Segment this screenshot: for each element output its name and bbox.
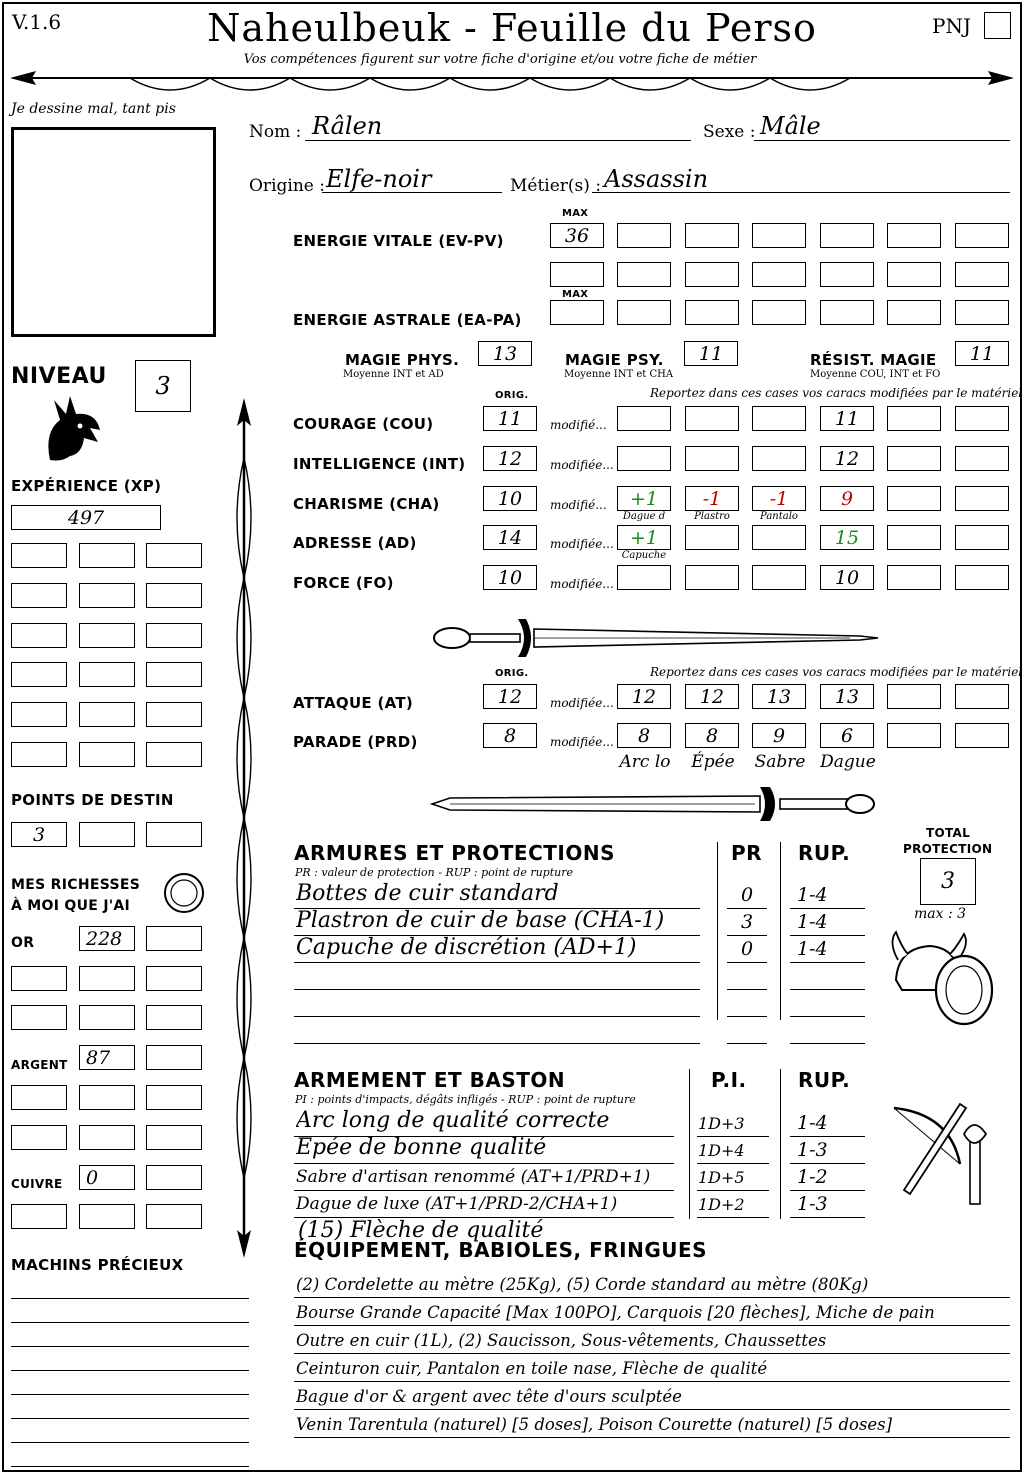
stat-orig-value[interactable]: 10 — [483, 565, 537, 590]
weapons-note: PI : points d'impacts, dégâts infligés - RUP : point de rupture — [295, 1093, 636, 1106]
armor-pr-line — [727, 935, 767, 936]
weapon-rup-line — [790, 1190, 865, 1191]
stat-mod-box[interactable] — [685, 565, 739, 590]
argent-value[interactable]: 87 — [79, 1045, 135, 1070]
armor-pr[interactable]: 0 — [740, 938, 754, 960]
wealth-box[interactable] — [11, 1005, 67, 1030]
weapon-pi-line — [697, 1136, 769, 1137]
stat-orig-value[interactable]: 12 — [483, 446, 537, 471]
stat-mod-box[interactable]: +1 — [617, 525, 671, 550]
destin-box-3[interactable] — [146, 822, 202, 847]
energy-box[interactable] — [752, 300, 806, 325]
sexe-value[interactable]: Mâle — [760, 112, 821, 140]
ea-label: ENERGIE ASTRALE (EA-PA) — [293, 311, 522, 329]
armor-row-line — [294, 1016, 700, 1017]
origine-value[interactable]: Elfe-noir — [326, 165, 432, 193]
wealth-box[interactable] — [11, 1204, 67, 1229]
stat-orig-value[interactable]: 10 — [483, 486, 537, 511]
xp-box[interactable] — [146, 623, 202, 648]
wealth-box[interactable] — [146, 1085, 202, 1110]
stat-mod-box[interactable] — [685, 525, 739, 550]
stat-label: CHARISME (CHA) — [293, 495, 440, 513]
stat-label: ADRESSE (AD) — [293, 534, 417, 552]
armor-pr-line — [727, 908, 767, 909]
pnj-label: PNJ — [932, 14, 971, 38]
weapon-name[interactable]: Dague de luxe (AT+1/PRD-2/CHA+1) — [296, 1194, 618, 1214]
ea-max-label: MAX — [562, 289, 589, 300]
armor-name[interactable]: Bottes de cuir standard — [296, 881, 559, 906]
origine-label: Origine : — [249, 176, 325, 196]
armor-row-line — [294, 989, 700, 990]
combat-mod-box[interactable] — [955, 723, 1009, 748]
energy-box[interactable] — [887, 223, 941, 248]
stat-mod-label: modifiée... — [550, 577, 614, 591]
stat-label: FORCE (FO) — [293, 574, 394, 592]
sword-2-icon — [430, 783, 880, 825]
precious-line[interactable] — [11, 1466, 249, 1467]
weapon-row-line — [294, 1163, 674, 1164]
stat-orig-value[interactable]: 11 — [483, 406, 537, 431]
stat-mod-box[interactable]: 9 — [820, 486, 874, 511]
combat-mod-box[interactable]: 8 — [617, 723, 671, 748]
energy-box[interactable] — [617, 262, 671, 287]
equipment-item[interactable]: (2) Cordelette au mètre (25Kg), (5) Corde standard au mètre (80Kg) — [296, 1275, 869, 1294]
combat-mod-box[interactable] — [887, 684, 941, 709]
equipment-line — [294, 1297, 1010, 1298]
armor-row-line — [294, 962, 700, 963]
ea-max-value[interactable] — [550, 300, 604, 325]
resist-magie-label: RÉSIST. MAGIE — [810, 351, 937, 369]
equipment-line — [294, 1409, 1010, 1410]
weapon-rup-line — [790, 1136, 865, 1137]
equipment-item[interactable]: Ceinturon cuir, Pantalon en toile nase, Flèche de qualité — [296, 1359, 768, 1378]
equipment-item[interactable]: Bague d'or & argent avec tête d'ours sculptée — [296, 1387, 682, 1406]
stat-mod-box[interactable] — [887, 525, 941, 550]
weapon-rup[interactable]: 1-3 — [797, 1139, 828, 1161]
weapon-rup-line — [790, 1163, 865, 1164]
combat-mod-box[interactable]: 13 — [820, 684, 874, 709]
weapon-pi-line — [697, 1163, 769, 1164]
xp-box[interactable] — [11, 662, 67, 687]
cuivre-label: CUIVRE — [11, 1177, 63, 1191]
stat-mod-box[interactable] — [887, 486, 941, 511]
xp-box[interactable] — [79, 662, 135, 687]
page-title: Naheulbeuk - Feuille du Perso — [207, 6, 817, 50]
portrait-box[interactable] — [11, 127, 216, 337]
precious-line[interactable] — [11, 1370, 249, 1371]
xp-box[interactable] — [11, 583, 67, 608]
ev-max-value[interactable]: 36 — [550, 223, 604, 248]
stats-note: Reportez dans ces cases vos caracs modifiées par le matériel — [650, 386, 1023, 400]
xp-box[interactable] — [146, 662, 202, 687]
weapon-rup-line — [790, 1217, 865, 1218]
xp-box[interactable] — [11, 623, 67, 648]
total-protection-value[interactable]: 3 — [920, 858, 976, 905]
weapon-row-line — [294, 1190, 674, 1191]
resist-magie-value[interactable]: 11 — [955, 341, 1009, 366]
stat-mod-label: modifié... — [550, 498, 607, 512]
argent-label: ARGENT — [11, 1058, 68, 1072]
weapon-rup[interactable]: 1-3 — [797, 1193, 828, 1215]
stat-mod-box[interactable]: 15 — [820, 525, 874, 550]
portrait-caption: Je dessine mal, tant pis — [11, 101, 176, 117]
wealth-box[interactable] — [146, 1165, 202, 1190]
combat-mod-box[interactable]: 12 — [685, 684, 739, 709]
nom-label: Nom : — [249, 122, 302, 142]
wealth-box[interactable] — [79, 966, 135, 991]
or-value[interactable]: 228 — [79, 926, 135, 951]
energy-box[interactable] — [752, 223, 806, 248]
wealth-box[interactable] — [79, 1125, 135, 1150]
total-protection-label-1: TOTAL — [926, 826, 971, 840]
wealth-box[interactable] — [79, 1085, 135, 1110]
armor-name[interactable]: Capuche de discrétion (AD+1) — [296, 935, 637, 960]
armor-pr-line — [727, 989, 767, 990]
version-label: V.1.6 — [12, 10, 62, 34]
precious-line[interactable] — [11, 1322, 249, 1323]
machins-precieux-label: MACHINS PRÉCIEUX — [11, 1256, 184, 1274]
weapons-extra[interactable]: (15) Flèche de qualité — [298, 1218, 544, 1243]
weapon-pi-line — [697, 1217, 769, 1218]
energy-box[interactable] — [887, 300, 941, 325]
stat-mod-label: modifiée... — [550, 537, 614, 551]
combat-mod-label: modifiée... — [550, 735, 614, 749]
armor-rup[interactable]: 1-4 — [797, 938, 828, 960]
stat-orig-value[interactable]: 14 — [483, 525, 537, 550]
armor-rup-line — [790, 1016, 865, 1017]
weapon-row-line — [294, 1217, 674, 1218]
metier-label: Métier(s) : — [510, 176, 602, 196]
wealth-box[interactable] — [11, 966, 67, 991]
combat-weapon-label: Dague — [820, 752, 876, 772]
combat-orig-value[interactable]: 8 — [483, 723, 537, 748]
combat-mod-box[interactable]: 12 — [617, 684, 671, 709]
stat-mod-box[interactable] — [955, 486, 1009, 511]
stat-mod-label: modifiée... — [550, 458, 614, 472]
stat-mod-box[interactable] — [752, 406, 806, 431]
energy-box[interactable] — [685, 300, 739, 325]
armor-note: PR : valeur de protection - RUP : point de rupture — [295, 866, 573, 879]
ev-label: ENERGIE VITALE (EV-PV) — [293, 232, 504, 250]
weapon-pi[interactable]: 1D+2 — [698, 1195, 745, 1214]
xp-value[interactable]: 497 — [11, 505, 161, 530]
armor-rup-line — [790, 908, 865, 909]
energy-box[interactable] — [820, 300, 874, 325]
weapons-icon — [880, 1094, 1000, 1214]
sword-icon — [430, 617, 880, 659]
stat-mod-box[interactable] — [752, 446, 806, 471]
armor-rup-line — [790, 1043, 865, 1044]
stat-mod-box[interactable] — [752, 565, 806, 590]
equipment-title: ÉQUIPEMENT, BABIOLES, FRINGUES — [294, 1238, 708, 1262]
sexe-label: Sexe : — [703, 122, 756, 142]
equipment-line — [294, 1381, 1010, 1382]
xp-box[interactable] — [146, 543, 202, 568]
richesses-label-2: À MOI QUE J'AI — [11, 898, 131, 914]
xp-box[interactable] — [79, 583, 135, 608]
resist-magie-sub: Moyenne COU, INT et FO — [810, 369, 941, 380]
combat-mod-label: modifiée... — [550, 696, 614, 710]
niveau-label: NIVEAU — [11, 364, 107, 389]
cuivre-value[interactable]: 0 — [79, 1165, 135, 1190]
weapons-col-rup: RUP. — [798, 1068, 851, 1092]
niveau-value[interactable]: 3 — [135, 360, 191, 412]
xp-box[interactable] — [79, 623, 135, 648]
stat-mod-box[interactable] — [955, 565, 1009, 590]
weapon-pi[interactable]: 1D+4 — [698, 1141, 745, 1160]
magie-psy-value[interactable]: 11 — [684, 341, 738, 366]
weapon-pi[interactable]: 1D+5 — [698, 1168, 745, 1187]
precious-line[interactable] — [11, 1442, 249, 1443]
energy-box[interactable] — [617, 223, 671, 248]
armor-pr[interactable]: 3 — [740, 911, 754, 933]
weapons-col-pi: P.I. — [711, 1068, 747, 1092]
stat-mod-note: Dague d — [622, 511, 666, 522]
destin-label: POINTS DE DESTIN — [11, 791, 174, 809]
armor-pr-line — [727, 962, 767, 963]
stat-mod-box[interactable] — [617, 446, 671, 471]
combat-label: ATTAQUE (AT) — [293, 694, 414, 712]
magie-phys-sub: Moyenne INT et AD — [343, 369, 444, 380]
stat-mod-box[interactable] — [617, 565, 671, 590]
total-protection-max: max : 3 — [914, 906, 967, 922]
ev-box[interactable] — [550, 262, 604, 287]
combat-weapon-label: Épée — [691, 752, 735, 772]
stat-mod-box[interactable]: +1 — [617, 486, 671, 511]
xp-box[interactable] — [79, 543, 135, 568]
stat-mod-box[interactable] — [887, 406, 941, 431]
weapon-pi[interactable]: 1D+3 — [698, 1114, 745, 1133]
equipment-line — [294, 1437, 1010, 1438]
xp-box[interactable] — [79, 742, 135, 767]
magie-phys-value[interactable]: 13 — [478, 341, 532, 366]
armor-pr-line — [727, 1043, 767, 1044]
weapon-pi-line — [697, 1190, 769, 1191]
stat-mod-box[interactable] — [685, 446, 739, 471]
energy-box[interactable] — [820, 262, 874, 287]
dragon-icon — [40, 392, 106, 464]
armor-rup-line — [790, 989, 865, 990]
energy-box[interactable] — [955, 300, 1009, 325]
equipment-line — [294, 1353, 1010, 1354]
combat-orig-label: ORIG. — [495, 668, 529, 679]
xp-box[interactable] — [11, 543, 67, 568]
armor-row-line — [294, 1043, 700, 1044]
pnj-checkbox[interactable] — [984, 12, 1011, 39]
weapon-name[interactable]: Epée de bonne qualité — [296, 1135, 547, 1160]
equipment-item[interactable]: Bourse Grande Capacité [Max 100PO], Carquois [20 flèches], Miche de pain — [296, 1303, 935, 1322]
precious-line[interactable] — [11, 1394, 249, 1395]
xp-label: EXPÉRIENCE (XP) — [11, 477, 162, 495]
combat-mod-box[interactable]: 13 — [752, 684, 806, 709]
vertical-spear-icon — [226, 398, 262, 1258]
precious-line[interactable] — [11, 1418, 249, 1419]
stat-mod-box[interactable] — [955, 525, 1009, 550]
magie-phys-label: MAGIE PHYS. — [345, 351, 460, 369]
stat-mod-note: Pantalo — [760, 511, 798, 522]
equipment-item[interactable]: Outre en cuir (1L), (2) Saucisson, Sous-vêtements, Chaussettes — [296, 1331, 827, 1350]
combat-orig-value[interactable]: 12 — [483, 684, 537, 709]
xp-box[interactable] — [11, 702, 67, 727]
combat-mod-box[interactable] — [887, 723, 941, 748]
stat-mod-box[interactable] — [955, 446, 1009, 471]
combat-weapon-label: Arc lo — [619, 752, 671, 772]
ev-max-label: MAX — [562, 208, 589, 219]
wealth-box[interactable] — [11, 1125, 67, 1150]
armor-pr-line — [727, 1016, 767, 1017]
energy-box[interactable] — [820, 223, 874, 248]
destin-box-2[interactable] — [79, 822, 135, 847]
stat-mod-box[interactable]: -1 — [685, 486, 739, 511]
armor-rup-line — [790, 935, 865, 936]
energy-box[interactable] — [752, 262, 806, 287]
stat-mod-box[interactable] — [955, 406, 1009, 431]
armor-col-rup: RUP. — [798, 841, 851, 865]
combat-label: PARADE (PRD) — [293, 733, 418, 751]
combat-mod-box[interactable]: 6 — [820, 723, 874, 748]
weapon-rup[interactable]: 1-4 — [797, 1112, 828, 1134]
stat-mod-box[interactable]: 12 — [820, 446, 874, 471]
wealth-box[interactable] — [146, 1125, 202, 1150]
stat-mod-box[interactable]: 11 — [820, 406, 874, 431]
energy-box[interactable] — [685, 262, 739, 287]
coin-icon — [162, 871, 206, 915]
armor-rup-line — [790, 962, 865, 963]
xp-box[interactable] — [146, 702, 202, 727]
stats-orig-label: ORIG. — [495, 390, 529, 401]
helmet-shield-icon — [888, 930, 998, 1030]
weapon-rup[interactable]: 1-2 — [797, 1166, 828, 1188]
magie-psy-sub: Moyenne INT et CHA — [564, 369, 674, 380]
armor-name[interactable]: Plastron de cuir de base (CHA-1) — [296, 908, 665, 933]
wealth-box[interactable] — [146, 966, 202, 991]
equipment-item[interactable]: Venin Tarentula (naturel) [5 doses], Poison Courette (naturel) [5 doses] — [296, 1415, 893, 1434]
energy-box[interactable] — [685, 223, 739, 248]
armor-rup[interactable]: 1-4 — [797, 911, 828, 933]
combat-mod-box[interactable] — [955, 684, 1009, 709]
precious-line[interactable] — [11, 1298, 249, 1299]
stat-mod-box[interactable] — [887, 446, 941, 471]
wealth-box[interactable] — [146, 1045, 202, 1070]
stat-mod-box[interactable] — [887, 565, 941, 590]
energy-box[interactable] — [887, 262, 941, 287]
armor-rup[interactable]: 1-4 — [797, 884, 828, 906]
destin-value[interactable]: 3 — [11, 822, 67, 847]
richesses-label-1: MES RICHESSES — [11, 877, 141, 893]
energy-box[interactable] — [955, 223, 1009, 248]
stat-mod-box[interactable] — [752, 525, 806, 550]
weapon-name[interactable]: Arc long de qualité correcte — [296, 1108, 610, 1133]
armor-pr[interactable]: 0 — [740, 884, 754, 906]
precious-line[interactable] — [11, 1346, 249, 1347]
energy-box[interactable] — [617, 300, 671, 325]
xp-box[interactable] — [11, 742, 67, 767]
energy-box[interactable] — [955, 262, 1009, 287]
stat-mod-box[interactable] — [685, 406, 739, 431]
stat-mod-box[interactable]: 10 — [820, 565, 874, 590]
wealth-box[interactable] — [11, 1085, 67, 1110]
combat-weapon-label: Sabre — [754, 752, 806, 772]
stat-label: INTELLIGENCE (INT) — [293, 455, 466, 473]
total-protection-label-2: PROTECTION — [903, 842, 993, 856]
stat-mod-note: Plastro — [694, 511, 730, 522]
armor-col-pr: PR — [731, 841, 763, 865]
weapons-title: ARMEMENT ET BASTON — [294, 1068, 566, 1092]
stat-mod-note: Capuche — [621, 550, 667, 561]
xp-box[interactable] — [146, 583, 202, 608]
or-label: OR — [11, 935, 35, 951]
stat-mod-box[interactable]: -1 — [752, 486, 806, 511]
wealth-box[interactable] — [79, 1005, 135, 1030]
weapon-name[interactable]: Sabre d'artisan renommé (AT+1/PRD+1) — [296, 1167, 651, 1187]
combat-mod-box[interactable]: 8 — [685, 723, 739, 748]
xp-box[interactable] — [146, 742, 202, 767]
combat-mod-box[interactable]: 9 — [752, 723, 806, 748]
wealth-box[interactable] — [79, 1204, 135, 1229]
wealth-box[interactable] — [146, 1204, 202, 1229]
wealth-box[interactable] — [146, 1005, 202, 1030]
stat-mod-box[interactable] — [617, 406, 671, 431]
magie-psy-label: MAGIE PSY. — [565, 351, 664, 369]
stat-mod-label: modifié... — [550, 418, 607, 432]
stat-label: COURAGE (COU) — [293, 415, 434, 433]
combat-note: Reportez dans ces cases vos caracs modifiées par le matériel — [650, 665, 1023, 679]
metier-value[interactable]: Assassin — [604, 165, 709, 193]
equipment-line — [294, 1325, 1010, 1326]
xp-box[interactable] — [79, 702, 135, 727]
wealth-box[interactable] — [146, 926, 202, 951]
nom-value[interactable]: Râlen — [312, 112, 383, 140]
armor-title: ARMURES ET PROTECTIONS — [294, 841, 615, 865]
page-subtitle: Vos compétences figurent sur votre fiche d'origine et/ou votre fiche de métier — [243, 52, 757, 67]
